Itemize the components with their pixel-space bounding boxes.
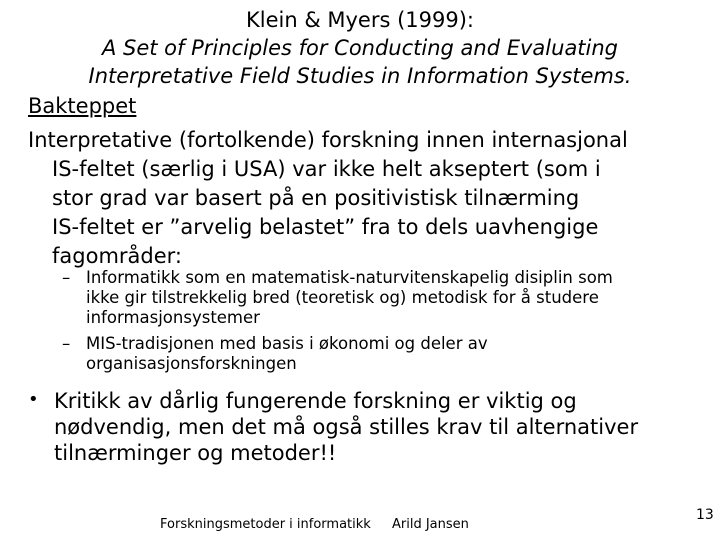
bullet-line: nødvendig, men det må også stilles krav til alternativer [54,415,639,439]
page-number: 13 [696,507,714,523]
paragraph-line-4: IS-feltet er ”arvelig belastet” fra to dels uavhengige [52,215,599,239]
sub-item-line: organisasjonsforskningen [86,354,297,373]
paragraph-line-1: Interpretative (fortolkende) forskning innen internasjonal [28,128,628,152]
sub-item-line: informasjonsystemer [86,308,260,327]
title-paper-line-1: A Set of Principles for Conducting and Evaluating [101,36,619,60]
dash-marker: – [62,334,71,353]
bullet-line: tilnærminger og metoder!! [54,441,337,465]
title-paper-line-2: Interpretative Field Studies in Information Systems. [88,64,632,88]
bullet-item [28,388,638,466]
sub-item-line: Informatikk som en matematisk-naturvitenskapelig disiplin som [86,268,613,287]
sub-list-item [62,268,613,328]
footer-course: Forskningsmetoder i informatikk [160,517,371,532]
slide-title [0,6,720,90]
title-citation: Klein & Myers (1999): [245,8,475,32]
footer-author: Arild Jansen [392,517,469,532]
paragraph-line-5: fagområder: [52,244,182,268]
dash-marker: – [62,268,71,287]
sub-list [62,268,613,380]
bullet-list [28,388,638,466]
paragraph-line-3: stor grad var basert på en positivistisk tilnærming [52,186,580,210]
bullet-line: Kritikk av dårlig fungerende forskning er viktig og [54,389,577,413]
bullet-marker: • [28,389,39,410]
paragraph-line-2: IS-feltet (særlig i USA) var ikke helt akseptert (som i [52,157,601,181]
section-heading: Bakteppet [28,94,137,118]
sub-item-line: ikke gir tilstrekkelig bred (teoretisk og) metodisk for å studere [86,288,599,307]
sub-list-item [62,334,613,374]
sub-item-line: MIS-tradisjonen med basis i økonomi og deler av [86,334,488,353]
